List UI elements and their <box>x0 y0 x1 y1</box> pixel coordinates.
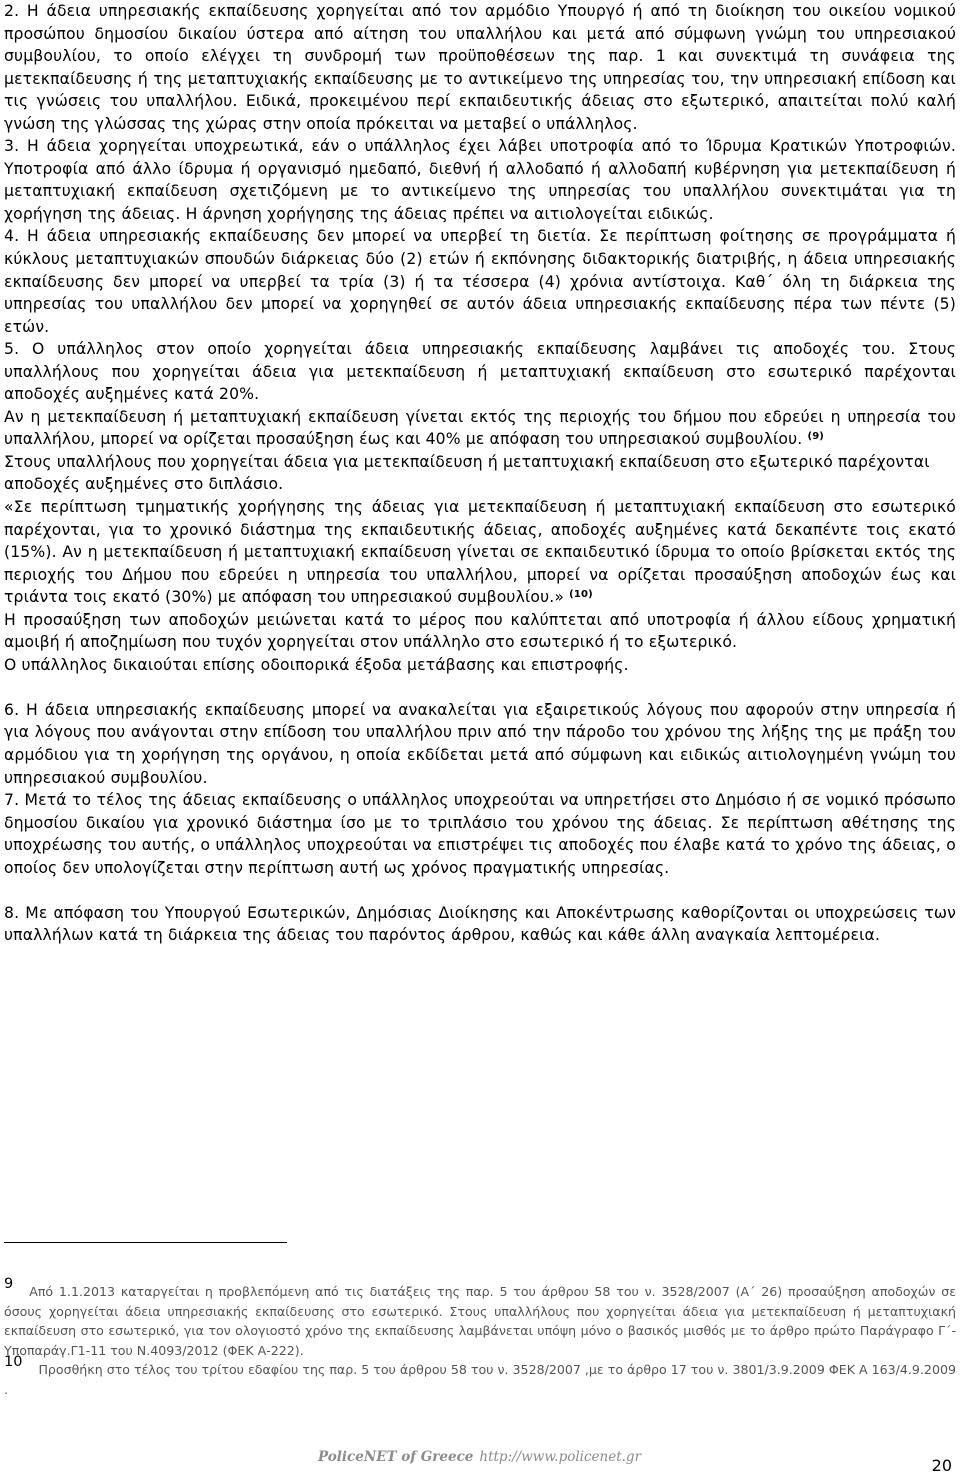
page-number: 20 <box>931 1456 952 1475</box>
page-footer <box>318 1449 641 1465</box>
paragraph-8: 8. Με απόφαση του Υπουργού Εσωτερικών, Δημόσιας Διοίκησης και Αποκέντρωσης καθορίζονται οι υποχρεώσεις των υπαλλήλων κατά τη διάρκεια της άδειας του παρόντος άρθρου, καθώς και κάθε άλλη αναγκαία λεπτομέρεια. <box>4 903 956 945</box>
paragraph-4: 4. Η άδεια υπηρεσιακής εκπαίδευσης δεν μπορεί να υπερβεί τη διετία. Σε περίπτωση φοίτησης σε προγράμματα ή κύκλους μεταπτυχιακών σπουδών διάρκειας δύο (2) ετών ή εκπόνησης διδακτορικής διατριβής, η άδεια υπηρεσιακής εκπαίδευσης δεν μπορεί να υπερβεί τα τρία (3) ή τα τέσσερα (4) χρόνια αντίστοιχα. Καθ΄ όλη τη διάρκεια της υπηρεσίας του υπαλλήλου δεν μπορεί να χορηγηθεί σε αυτόν άδεια υπηρεσιακής εκπαίδευσης πέρα των πέντε (5) ετών. <box>4 227 956 336</box>
spacer <box>4 879 956 902</box>
paragraph-7: 7. Μετά το τέλος της άδειας εκπαίδευσης ο υπάλληλος υποχρεούται να υπηρετήσει στο Δημόσιο ή σε νομικό πρόσωπο δημοσίου δικαίου για χρονικό διάστημα ίσο με το τριπλάσιο του χρόνου της άδειας. Σε περίπτωση αθέτησης της υποχρέωσης του αυτής, ο υπάλληλος υποχρεούται να επιστρέψει τις αποδοχές που έλαβε κατά το χρόνο της άδειας, ο οποίος δεν υπολογίζεται στην περίπτωση αυτή ως χρόνος πραγματικής υπηρεσίας. <box>4 791 956 877</box>
footnote-number: 10 <box>4 1354 23 1370</box>
footnotes <box>4 1276 956 1399</box>
paragraph-6: 6. Η άδεια υπηρεσιακής εκπαίδευσης μπορεί να ανακαλείται για εξαιρετικούς λόγους που αφορούν στην υπηρεσία ή για λόγους που ανάγονται στην επίδοση του υπαλλήλου πριν από την πάροδο του χρόνου της λήξης της με πράξη του αρμόδιου για τη χορήγηση της οργάνου, η οποία εκδίδεται μετά από σύμφωνη και ειδικώς αιτιολογημένη γνώμη του υπηρεσιακού συμβουλίου. <box>4 700 956 787</box>
paragraph-5-increase: Αν η μετεκπαίδευση ή μεταπτυχιακή εκπαίδευση γίνεται εκτός της περιοχής του δήμου που εδρεύει η υπηρεσία του υπαλλήλου, μπορεί να ορίζεται προσαύξηση έως και 40% με απόφαση του υπηρεσιακού συμβουλίου. $^{(9)}$ <box>4 407 956 449</box>
spacer <box>4 676 956 699</box>
paragraph-3: 3. Η άδεια χορηγείται υποχρεωτικά, εάν ο υπάλληλος έχει λάβει υποτροφία από το Ίδρυμα Κρατικών Υποτροφιών. Υποτροφία από άλλο ίδρυμα ή οργανισμό ημεδαπό, διεθνή ή αλλοδαπό ή αλλοδαπή κυβέρνηση για μετεκπαίδευση ή μεταπτυχιακή εκπαίδευση σχετιζόμενη με το αντικείμενο της υπηρεσίας του υπαλλήλου συνεκτιμάται για τη χορήγηση της άδειας. Η άρνηση χορήγησης της άδειας πρέπει να αιτιολογείται ειδικώς. <box>4 137 956 223</box>
document-body <box>4 0 956 947</box>
footnote-9 <box>4 1276 956 1360</box>
footnote-ref-10[interactable]: (10) <box>569 589 593 601</box>
footnote-number: 9 <box>4 1276 14 1292</box>
paragraph-2: 2. Η άδεια υπηρεσιακής εκπαίδευσης χορηγείται από τον αρμόδιο Υπουργό ή από τη διοίκηση του οικείου νομικού προσώπου δημοσίου δικαίου ύστερα από αίτηση του υπαλλήλου και μετά από σύμφωνη γνώμη του υπηρεσιακού συμβουλίου, το οποίο ελέγχει τη συνδρομή των προϋποθέσεων της παρ. 1 και συνεκτιμά τη συνάφεια της μετεκπαίδευσης ή της μεταπτυχιακής εκπαίδευσης με το αντικείμενο της υπηρεσίας του, την υπηρεσιακή επίδοση και τις γνώσεις του υπαλλήλου. Ειδικά, προκειμένου περί εκπαιδευτικής άδειας στο εξωτερικό, απαιτείται πολύ καλή γνώση της γλώσσας της χώρας στην οποία πρόκειται να μεταβεί ο υπάλληλος. <box>4 2 956 133</box>
footer-site-name: PoliceNET of Greece <box>318 1449 474 1465</box>
footnote-text: Προσθήκη στο τέλος του τρίτου εδαφίου της παρ. 5 του άρθρου 58 του ν. 3528/2007 ,με το άρθρο 17 του ν. 3801/3.9.2009 ΦΕΚ Α 163/4.9.2009 . <box>4 1362 956 1397</box>
footnote-ref-9[interactable]: (9) <box>807 431 825 443</box>
paragraph-5-reduction: Η προσαύξηση των αποδοχών μειώνεται κατά το μέρος που καλύπτεται από υποτροφία ή άλλου είδους χρηματική αμοιβή ή αποζημίωση που τυχόν χορηγείται στον υπάλληλο στο εσωτερικό ή το εξωτερικό. <box>4 610 956 652</box>
paragraph-5-partial: «Σε περίπτωση τμηματικής χορήγησης της άδειας για μετεκπαίδευση ή μεταπτυχιακή εκπαίδευση στο εσωτερικό παρέχονται, για το χρονικό διάστημα της εκπαιδευτικής άδειας, αποδοχές αυξημένες κατά δεκαπέντε τοις εκατό (15%). Αν η μετεκπαίδευση ή μεταπτυχιακή εκπαίδευση γίνεται σε εκπαιδευτικό ίδρυμα το οποίο βρίσκεται εκτός της περιοχής του Δήμου που εδρεύει η υπηρεσία του υπαλλήλου, μπορεί να ορίζεται προσαύξηση αποδοχών έως και τριάντα τοις εκατό (30%) με απόφαση του υπηρεσιακού συμβουλίου.» $^{(10)}$ <box>4 498 956 607</box>
footer-url-link[interactable]: http://www.policenet.gr <box>479 1449 642 1465</box>
footnote-10 <box>4 1354 956 1399</box>
paragraph-5-abroad: Στους υπαλλήλους που χορηγείται άδεια για μετεκπαίδευση ή μεταπτυχιακή εκπαίδευση στο εξωτερικό παρέχονται αποδοχές αυξημένες στο διπλάσιο. <box>4 452 930 494</box>
footnote-text: Από 1.1.2013 καταργείται η προβλεπόμενη από τις διατάξεις της παρ. 5 του άρθρου 58 του ν. 3528/2007 (Α΄ 26) προσαύξηση αποδοχών σε όσους χορηγείται άδεια υπηρεσιακής εκπαίδευσης στο εσωτερικό. Στους υπαλλήλους που χορηγείται άδεια για μετεκπαίδευση ή μεταπτυχιακή εκπαίδευση στο εσωτερικό, για τον ολογιοστό χρόνο της εκπαίδευσης λαμβάνεται υπόψη μόνο ο βασικός μισθός με το άρθρο πρώτο Παράγραφο Γ΄- Υποπαράγ.Γ1-11 του Ν.4093/2012 (ΦΕΚ Α-222). <box>4 1284 956 1358</box>
footnote-separator <box>4 1242 287 1243</box>
paragraph-5: 5. Ο υπάλληλος στον οποίο χορηγείται άδεια υπηρεσιακής εκπαίδευσης λαμβάνει τις αποδοχές του. Στους υπαλλήλους που χορηγείται άδεια για μετεκπαίδευση ή μεταπτυχιακή εκπαίδευση στο εσωτερικό παρέχονται αποδοχές αυξημένες κατά 20%. <box>4 340 956 404</box>
paragraph-5-travel: Ο υπάλληλος δικαιούται επίσης οδοιπορικά έξοδα μετάβασης και επιστροφής. <box>4 655 629 674</box>
